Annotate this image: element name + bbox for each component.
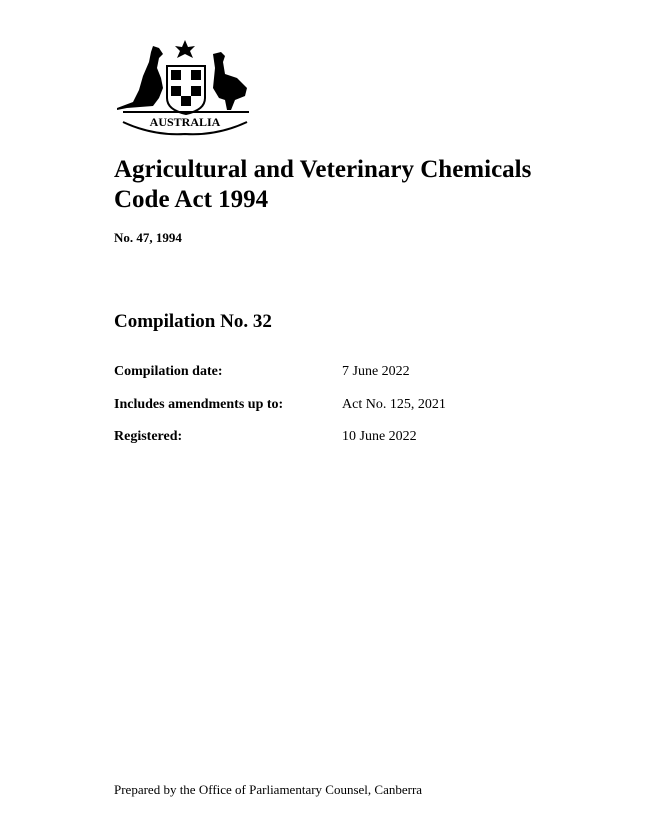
detail-label: Includes amendments up to: (114, 397, 284, 412)
detail-value: 7 June 2022 (342, 364, 410, 379)
title-line-2: Code Act 1994 (114, 186, 269, 213)
svg-text:AUSTRALIA: AUSTRALIA (149, 115, 221, 129)
compilation-number: Compilation No. 32 (114, 311, 272, 332)
title-line-1: Agricultural and Veterinary Chemicals (114, 156, 532, 183)
detail-value: 10 June 2022 (342, 429, 417, 444)
prepared-by-footer: Prepared by the Office of Parliamentary Counsel, Canberra (114, 782, 423, 797)
act-number: No. 47, 1994 (114, 230, 182, 245)
detail-value: Act No. 125, 2021 (342, 397, 446, 412)
detail-label: Registered: (114, 429, 183, 444)
detail-label: Compilation date: (114, 364, 223, 379)
australian-coat-of-arms-icon (113, 38, 255, 138)
document-title (114, 155, 531, 215)
